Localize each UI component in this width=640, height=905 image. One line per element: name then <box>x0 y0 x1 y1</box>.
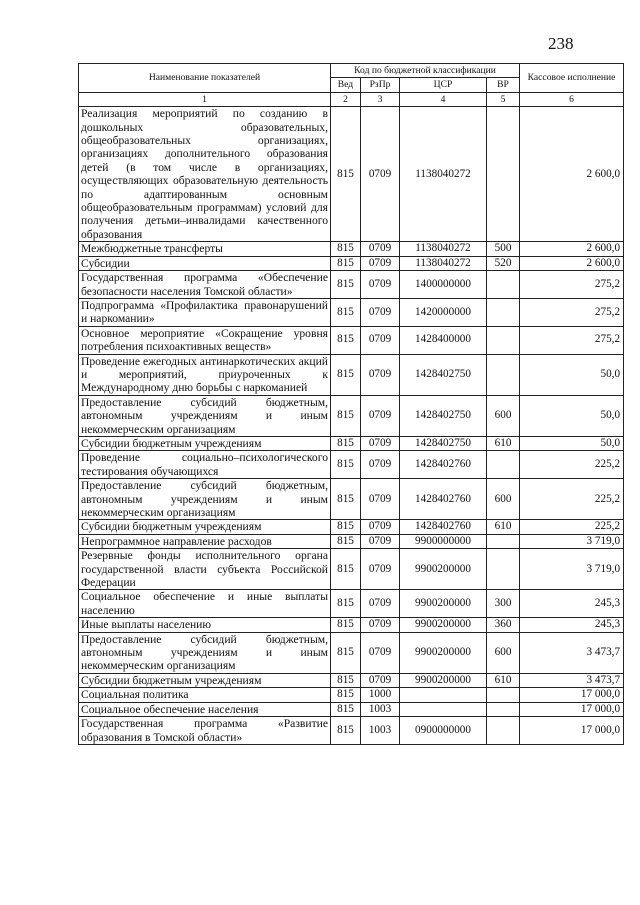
row-amount: 17 000,0 <box>520 717 624 745</box>
row-ved: 815 <box>331 534 361 548</box>
row-csr: 1428402760 <box>400 520 487 534</box>
table-row <box>79 326 624 354</box>
header-classification: Код по бюджетной классификации <box>331 64 520 78</box>
row-vr: 300 <box>487 590 520 618</box>
row-csr: 9900200000 <box>400 549 487 590</box>
row-amount: 50,0 <box>520 436 624 450</box>
row-rzpr: 0709 <box>361 271 400 299</box>
row-vr <box>487 271 520 299</box>
table-row <box>79 520 624 534</box>
row-name: Основное мероприятие «Сокращение уровня потребления психоактивных веществ» <box>79 326 331 354</box>
row-ved: 815 <box>331 256 361 270</box>
row-ved: 815 <box>331 242 361 256</box>
row-ved: 815 <box>331 451 361 479</box>
row-amount: 3 719,0 <box>520 534 624 548</box>
row-name: Предоставление субсидий бюджетным, автономным учреждениям и иным некоммерческим организациям <box>79 395 331 436</box>
column-number: 3 <box>361 92 400 106</box>
row-ved: 815 <box>331 395 361 436</box>
row-name: Реализация мероприятий по созданию в дошкольных образовательных, общеобразовательных организациях, организациях дополнительного образования детей (в том числе в организациях, осуществляющих образовательную деятельность по адаптированным основным общеобразовательным программам) условий для получения детьми–инвалидами качественного образования <box>79 107 331 242</box>
row-vr <box>487 326 520 354</box>
row-ved: 815 <box>331 673 361 687</box>
row-amount: 2 600,0 <box>520 107 624 242</box>
row-rzpr: 0709 <box>361 673 400 687</box>
row-csr: 9900000000 <box>400 534 487 548</box>
row-ved: 815 <box>331 354 361 395</box>
row-name: Субсидии бюджетным учреждениям <box>79 673 331 687</box>
row-csr <box>400 688 487 702</box>
row-vr: 610 <box>487 436 520 450</box>
row-ved: 815 <box>331 520 361 534</box>
row-ved: 815 <box>331 632 361 673</box>
row-amount: 275,2 <box>520 271 624 299</box>
row-rzpr: 0709 <box>361 436 400 450</box>
row-rzpr: 0709 <box>361 242 400 256</box>
row-ved: 815 <box>331 298 361 326</box>
column-numbers-row <box>79 92 624 106</box>
row-name: Проведение ежегодных антинаркотических акций и мероприятий, приуроченных к Международному дню борьбы с наркоманией <box>79 354 331 395</box>
row-csr: 1428402750 <box>400 436 487 450</box>
row-name: Субсидии бюджетным учреждениям <box>79 436 331 450</box>
header-csr: ЦСР <box>400 78 487 92</box>
column-number: 1 <box>79 92 331 106</box>
row-rzpr: 0709 <box>361 298 400 326</box>
row-vr: 600 <box>487 479 520 520</box>
column-number: 5 <box>487 92 520 106</box>
column-number: 2 <box>331 92 361 106</box>
row-rzpr: 1003 <box>361 702 400 716</box>
row-vr <box>487 702 520 716</box>
row-ved: 815 <box>331 107 361 242</box>
row-ved: 815 <box>331 479 361 520</box>
row-vr: 600 <box>487 632 520 673</box>
row-csr: 1428400000 <box>400 326 487 354</box>
row-ved: 815 <box>331 688 361 702</box>
row-csr: 1428402760 <box>400 451 487 479</box>
header-rzpr: РзПр <box>361 78 400 92</box>
header-indicator: Наименование показателей <box>79 64 331 93</box>
table-row <box>79 354 624 395</box>
header-ved: Вед <box>331 78 361 92</box>
header-row-top <box>79 64 624 78</box>
table-row <box>79 479 624 520</box>
row-amount: 275,2 <box>520 298 624 326</box>
row-name: Государственная программа «Обеспечение безопасности населения Томской области» <box>79 271 331 299</box>
row-name: Подпрограмма «Профилактика правонарушений и наркомании» <box>79 298 331 326</box>
table-row <box>79 436 624 450</box>
table-row <box>79 590 624 618</box>
row-csr: 1400000000 <box>400 271 487 299</box>
row-ved: 815 <box>331 549 361 590</box>
row-ved: 815 <box>331 590 361 618</box>
table-row <box>79 717 624 745</box>
table-row <box>79 673 624 687</box>
table-row <box>79 256 624 270</box>
row-rzpr: 1000 <box>361 688 400 702</box>
row-amount: 225,2 <box>520 479 624 520</box>
row-rzpr: 0709 <box>361 451 400 479</box>
row-vr <box>487 534 520 548</box>
row-name: Резервные фонды исполнительного органа государственной власти субъекта Российской Федерации <box>79 549 331 590</box>
row-name: Непрограммное направление расходов <box>79 534 331 548</box>
row-amount: 3 473,7 <box>520 673 624 687</box>
row-amount: 3 719,0 <box>520 549 624 590</box>
row-name: Государственная программа «Развитие образования в Томской области» <box>79 717 331 745</box>
row-rzpr: 0709 <box>361 534 400 548</box>
row-amount: 50,0 <box>520 395 624 436</box>
table-row <box>79 688 624 702</box>
row-amount: 17 000,0 <box>520 688 624 702</box>
row-csr: 9900200000 <box>400 632 487 673</box>
row-rzpr: 0709 <box>361 256 400 270</box>
table-row <box>79 534 624 548</box>
row-vr <box>487 717 520 745</box>
column-number: 6 <box>520 92 624 106</box>
table-row <box>79 549 624 590</box>
row-vr: 600 <box>487 395 520 436</box>
table-row <box>79 395 624 436</box>
row-vr: 610 <box>487 520 520 534</box>
row-rzpr: 0709 <box>361 590 400 618</box>
row-rzpr: 0709 <box>361 107 400 242</box>
header-vr: ВР <box>487 78 520 92</box>
table-row <box>79 298 624 326</box>
page-number: 238 <box>548 34 574 53</box>
row-vr: 610 <box>487 673 520 687</box>
table-row <box>79 451 624 479</box>
row-ved: 815 <box>331 702 361 716</box>
row-rzpr: 0709 <box>361 632 400 673</box>
row-name: Социальное обеспечение населения <box>79 702 331 716</box>
row-vr <box>487 354 520 395</box>
row-name: Социальное обеспечение и иные выплаты населению <box>79 590 331 618</box>
table-row <box>79 271 624 299</box>
row-name: Предоставление субсидий бюджетным, автономным учреждениям и иным некоммерческим организациям <box>79 479 331 520</box>
row-amount: 2 600,0 <box>520 256 624 270</box>
row-rzpr: 0709 <box>361 354 400 395</box>
row-name: Социальная политика <box>79 688 331 702</box>
row-vr: 360 <box>487 618 520 632</box>
row-amount: 50,0 <box>520 354 624 395</box>
row-amount: 245,3 <box>520 590 624 618</box>
row-csr <box>400 702 487 716</box>
row-amount: 17 000,0 <box>520 702 624 716</box>
row-vr: 520 <box>487 256 520 270</box>
row-amount: 275,2 <box>520 326 624 354</box>
row-csr: 9900200000 <box>400 618 487 632</box>
row-csr: 9900200000 <box>400 673 487 687</box>
row-rzpr: 0709 <box>361 549 400 590</box>
row-csr: 0900000000 <box>400 717 487 745</box>
row-vr: 500 <box>487 242 520 256</box>
row-amount: 2 600,0 <box>520 242 624 256</box>
row-rzpr: 1003 <box>361 717 400 745</box>
row-csr: 1428402750 <box>400 354 487 395</box>
table-row <box>79 618 624 632</box>
row-ved: 815 <box>331 436 361 450</box>
row-csr: 1420000000 <box>400 298 487 326</box>
row-amount: 225,2 <box>520 520 624 534</box>
row-vr <box>487 107 520 242</box>
table-row <box>79 242 624 256</box>
row-name: Межбюджетные трансферты <box>79 242 331 256</box>
row-csr: 9900200000 <box>400 590 487 618</box>
row-csr: 1428402750 <box>400 395 487 436</box>
table-row <box>79 702 624 716</box>
row-amount: 3 473,7 <box>520 632 624 673</box>
row-rzpr: 0709 <box>361 618 400 632</box>
row-vr <box>487 451 520 479</box>
row-ved: 815 <box>331 326 361 354</box>
row-name: Субсидии бюджетным учреждениям <box>79 520 331 534</box>
column-number: 4 <box>400 92 487 106</box>
row-name: Предоставление субсидий бюджетным, автономным учреждениям и иным некоммерческим организациям <box>79 632 331 673</box>
row-amount: 225,2 <box>520 451 624 479</box>
row-rzpr: 0709 <box>361 479 400 520</box>
row-ved: 815 <box>331 717 361 745</box>
row-name: Проведение социально–психологического тестирования обучающихся <box>79 451 331 479</box>
row-ved: 815 <box>331 271 361 299</box>
row-name: Субсидии <box>79 256 331 270</box>
row-name: Иные выплаты населению <box>79 618 331 632</box>
budget-table <box>78 63 624 745</box>
table-row <box>79 632 624 673</box>
row-vr <box>487 549 520 590</box>
row-csr: 1138040272 <box>400 107 487 242</box>
row-csr: 1428402760 <box>400 479 487 520</box>
row-rzpr: 0709 <box>361 395 400 436</box>
row-vr <box>487 688 520 702</box>
row-ved: 815 <box>331 618 361 632</box>
row-csr: 1138040272 <box>400 256 487 270</box>
row-csr: 1138040272 <box>400 242 487 256</box>
row-rzpr: 0709 <box>361 326 400 354</box>
row-amount: 245,3 <box>520 618 624 632</box>
row-rzpr: 0709 <box>361 520 400 534</box>
row-vr <box>487 298 520 326</box>
header-execution: Кассовое исполнение <box>520 64 624 93</box>
table-row <box>79 107 624 242</box>
